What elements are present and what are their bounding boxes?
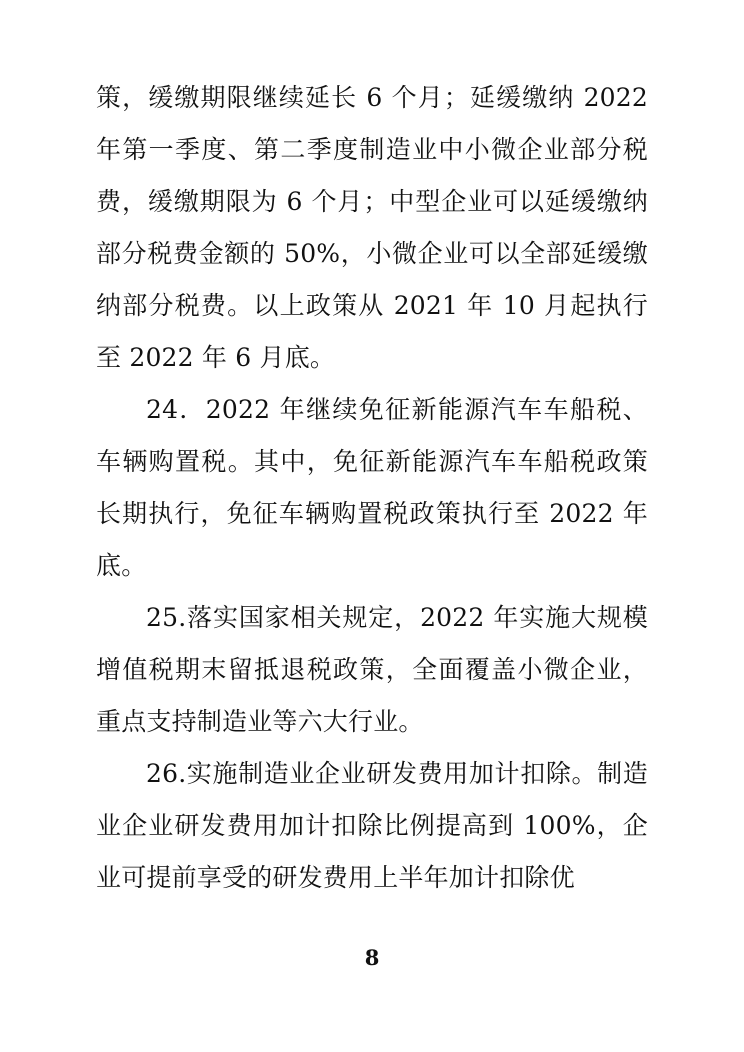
paragraph-item-26: 26.实施制造业企业研发费用加计扣除。制造业企业研发费用加计扣除比例提高到 100%，企业可提前享受的研发费用上半年加计扣除优 (96, 759, 648, 892)
page-text-body (96, 72, 648, 904)
page-number: 8 (364, 945, 380, 970)
paragraph-continued: 策，缓缴期限继续延长 6 个月；延缓缴纳 2022 年第一季度、第二季度制造业中小微企业部分税费，缓缴期限为 6 个月；中型企业可以延缓缴纳部分税费金额的 50%，小微企业可以全部延缓缴纳部分税费。以上政策从 2021 年 10 月起执行至 2022 年 6 月底。 (96, 83, 648, 372)
paragraph-item-24: 24．2022 年继续免征新能源汽车车船税、车辆购置税。其中，免征新能源汽车车船税政策长期执行，免征车辆购置税政策执行至 2022 年底。 (96, 395, 648, 580)
paragraph-item-25: 25.落实国家相关规定，2022 年实施大规模增值税期末留抵退税政策，全面覆盖小微企业，重点支持制造业等六大行业。 (96, 603, 648, 736)
